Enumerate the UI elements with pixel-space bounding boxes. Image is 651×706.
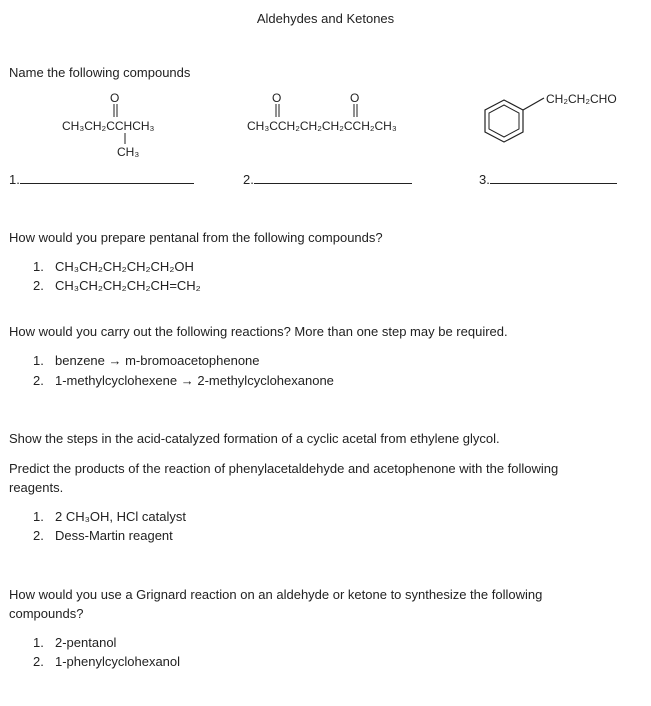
grignard-item-2: 2. 1-phenylcyclohexanol: [33, 654, 181, 669]
predict-question-line-2: reagents.: [9, 480, 64, 495]
answer-blank-3-label: 3.: [479, 172, 490, 187]
compound-2-oxygen-2: O: [350, 91, 360, 105]
reactions-question: How would you carry out the following reactions? More than one step may be required.: [9, 324, 508, 339]
compound-3-substituent: CH₂CH₂CHO: [546, 92, 617, 106]
answer-blank-1-label: 1.: [9, 172, 20, 187]
compound-1-formula: CH₃CH₂CCHCH₃: [62, 119, 155, 133]
compound-1-double-bond: [110, 104, 122, 118]
pentanal-item-1: 1. CH₃CH₂CH₂CH₂CH₂OH: [33, 259, 194, 274]
page-title: Aldehydes and Ketones: [256, 11, 395, 26]
acetal-question: Show the steps in the acid-catalyzed formation of a cyclic acetal from ethylene glycol.: [9, 431, 500, 446]
compound-2-double-bond-1: [272, 104, 284, 118]
answer-blank-3[interactable]: [479, 172, 617, 187]
predict-question-line-1: Predict the products of the reaction of phenylacetaldehyde and acetophenone with the following: [9, 461, 559, 476]
grignard-question-line-1: How would you use a Grignard reaction on an aldehyde or ketone to synthesize the following: [9, 587, 543, 602]
predict-item-2: 2. Dess-Martin reagent: [33, 528, 173, 543]
pentanal-question: How would you prepare pentanal from the following compounds?: [9, 230, 383, 245]
benzene-ring-icon: [478, 88, 548, 148]
answer-blank-2[interactable]: [243, 172, 412, 187]
compound-1-branch: CH₃: [117, 145, 140, 159]
answer-blank-2-label: 2.: [243, 172, 254, 187]
answer-blank-1[interactable]: [9, 172, 194, 187]
pentanal-item-2: 2. CH₃CH₂CH₂CH₂CH=CH₂: [33, 278, 201, 293]
compound-1-branch-bond: [122, 133, 128, 145]
compound-2-double-bond-2: [350, 104, 362, 118]
reactions-item-1: 1. benzene → m-bromoacetophenone: [33, 353, 260, 368]
grignard-question-line-2: compounds?: [9, 606, 84, 621]
name-section-heading: Name the following compounds: [9, 65, 191, 80]
predict-item-1: 1. 2 CH₃OH, HCl catalyst: [33, 509, 186, 524]
compound-2-formula: CH₃CCH₂CH₂CH₂CCH₂CH₃: [247, 119, 397, 133]
compound-2-oxygen-1: O: [272, 91, 282, 105]
compound-1-oxygen: O: [110, 91, 120, 105]
grignard-item-1: 1. 2-pentanol: [33, 635, 117, 650]
reactions-item-2: 2. 1-methylcyclohexene → 2-methylcyclohexanone: [33, 373, 334, 388]
